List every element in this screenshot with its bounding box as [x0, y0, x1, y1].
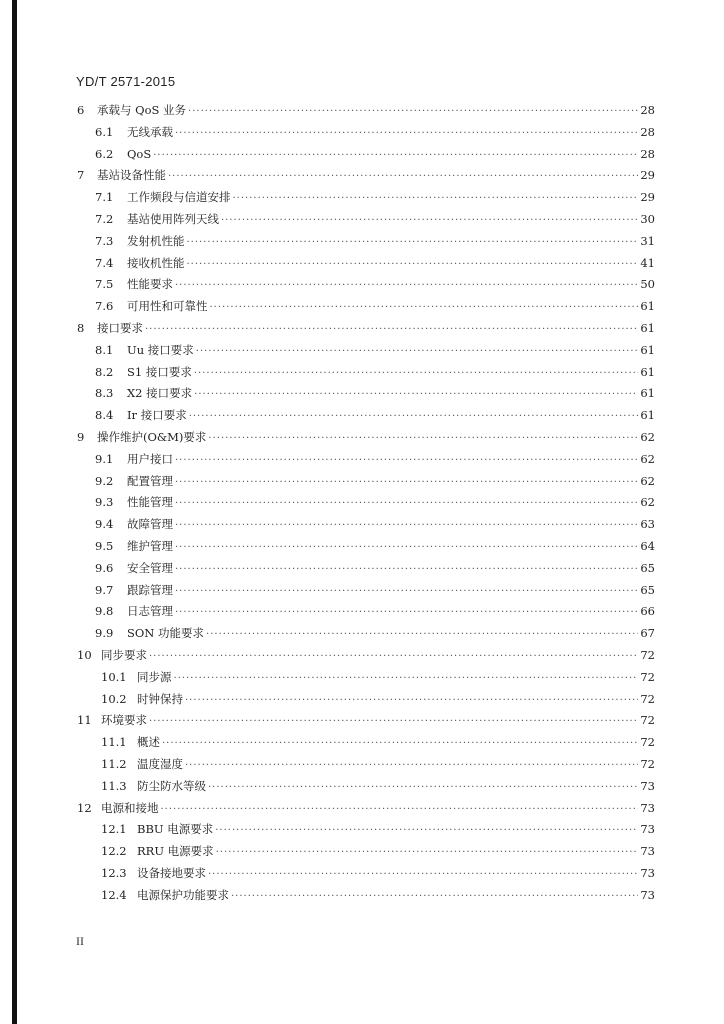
toc-leader-dots — [153, 146, 638, 166]
toc-entry-number: 7.2 — [95, 212, 114, 226]
toc-entry[interactable] — [77, 165, 655, 185]
toc-entry-number: 9 — [77, 430, 85, 444]
toc-entry-title: 电源保护功能要求 — [137, 887, 229, 902]
toc-entry[interactable] — [95, 209, 655, 229]
toc-leader-dots — [187, 233, 639, 253]
toc-entry-title: RRU 电源要求 — [137, 844, 214, 859]
toc-leader-dots — [175, 603, 638, 623]
toc-leader-dots — [221, 211, 638, 231]
toc-entry-page: 65 — [640, 560, 655, 575]
toc-entry-page: 61 — [640, 386, 655, 401]
toc-leader-dots — [168, 167, 638, 187]
toc-entry-title: 概述 — [137, 735, 160, 750]
toc-entry-title: 时钟保持 — [137, 691, 183, 706]
toc-entry-number: 7.1 — [95, 190, 114, 205]
toc-entry-title: SON 功能要求 — [127, 626, 205, 641]
toc-entry-page: 64 — [640, 539, 655, 553]
toc-entry[interactable] — [101, 667, 655, 687]
toc-entry-number: 9.6 — [95, 560, 114, 575]
toc-entry-number: 7 — [77, 168, 85, 183]
toc-entry-page: 72 — [640, 713, 655, 728]
toc-entry[interactable] — [95, 492, 655, 512]
toc-entry-page: 72 — [640, 735, 655, 750]
toc-leader-dots — [208, 865, 638, 885]
toc-entry[interactable] — [95, 340, 655, 360]
toc-leader-dots — [188, 102, 638, 122]
toc-entry-title: 可用性和可靠性 — [127, 299, 208, 314]
toc-entry-number: 12.2 — [101, 844, 127, 859]
toc-entry-number: 8.1 — [95, 342, 114, 357]
toc-entry-page: 73 — [640, 887, 655, 902]
toc-entry-page: 72 — [640, 757, 655, 771]
toc-entry-number: 12.4 — [101, 887, 127, 902]
toc-entry-title: Uu 接口要求 — [127, 342, 194, 357]
toc-entry[interactable] — [101, 732, 655, 752]
toc-entry-page: 31 — [640, 233, 655, 248]
toc-entry[interactable] — [77, 710, 655, 730]
toc-leader-dots — [175, 582, 638, 602]
toc-entry-number: 8.2 — [95, 364, 114, 379]
toc-entry-number: 12.3 — [101, 866, 127, 880]
toc-leader-dots — [185, 691, 638, 711]
toc-entry-page: 28 — [640, 124, 655, 139]
toc-entry-title: 基站使用阵列天线 — [127, 212, 219, 226]
toc-entry-page: 72 — [640, 691, 655, 706]
toc-entry-number: 6.2 — [95, 146, 114, 161]
toc-leader-dots — [175, 124, 638, 144]
toc-leader-dots — [149, 712, 638, 732]
toc-entry[interactable] — [101, 754, 655, 774]
toc-entry-page: 62 — [640, 430, 655, 444]
toc-leader-dots — [162, 734, 638, 754]
toc-leader-dots — [206, 625, 638, 645]
toc-entry-number: 9.3 — [95, 495, 114, 510]
toc-entry-title: 基站设备性能 — [97, 168, 166, 183]
toc-entry[interactable] — [95, 383, 655, 403]
toc-entry-page: 62 — [640, 473, 655, 488]
toc-entry-page: 62 — [640, 451, 655, 466]
toc-leader-dots — [194, 385, 638, 405]
toc-entry-number: 6 — [77, 103, 85, 117]
toc-entry-number: 8.4 — [95, 408, 114, 423]
toc-entry-title: 设备接地要求 — [137, 866, 206, 880]
toc-entry[interactable] — [77, 100, 655, 120]
toc-entry-title: 配置管理 — [127, 473, 173, 488]
toc-entry[interactable] — [95, 558, 655, 578]
toc-leader-dots — [208, 429, 638, 449]
toc-entry-title: 防尘防水等级 — [137, 778, 206, 793]
toc-entry[interactable] — [101, 841, 655, 861]
toc-entry-title: 维护管理 — [127, 539, 173, 553]
toc-entry[interactable] — [95, 471, 655, 491]
toc-entry-title: 用户接口 — [127, 451, 173, 466]
toc-entry-page: 41 — [640, 255, 655, 270]
toc-entry[interactable] — [95, 362, 655, 382]
toc-leader-dots — [161, 800, 639, 820]
toc-entry-page: 50 — [640, 277, 655, 292]
toc-leader-dots — [187, 255, 639, 275]
toc-entry[interactable] — [101, 819, 655, 839]
toc-entry-title: 承载与 QoS 业务 — [97, 103, 187, 117]
toc-entry-number: 7.5 — [95, 277, 114, 292]
toc-leader-dots — [231, 887, 638, 907]
toc-entry-title: BBU 电源要求 — [137, 822, 214, 837]
toc-entry-page: 63 — [640, 517, 655, 532]
toc-entry-number: 9.9 — [95, 626, 114, 641]
toc-entry-title: 发射机性能 — [127, 233, 185, 248]
toc-entry-page: 72 — [640, 669, 655, 684]
toc-leader-dots — [175, 276, 638, 296]
toc-entry-number: 9.5 — [95, 539, 114, 553]
toc-entry-number: 9.1 — [95, 451, 114, 466]
toc-entry-number: 7.6 — [95, 299, 114, 314]
toc-entry-title: 环境要求 — [101, 713, 147, 728]
toc-entry[interactable] — [95, 601, 655, 621]
toc-entry-title: 接口要求 — [97, 321, 143, 335]
toc-entry-title: 接收机性能 — [127, 255, 185, 270]
toc-entry-title: X2 接口要求 — [127, 386, 193, 401]
toc-leader-dots — [174, 669, 639, 689]
toc-entry[interactable] — [95, 449, 655, 469]
toc-leader-dots — [175, 516, 638, 536]
toc-entry-title: S1 接口要求 — [127, 364, 192, 379]
toc-leader-dots — [210, 298, 639, 318]
toc-entry[interactable] — [95, 253, 655, 273]
toc-entry[interactable] — [101, 885, 655, 905]
toc-entry-page: 73 — [640, 778, 655, 793]
page-number-footer: II — [76, 934, 84, 948]
toc-entry-title: 同步要求 — [101, 648, 147, 662]
toc-entry-page: 73 — [640, 822, 655, 837]
toc-entry-page: 61 — [640, 321, 655, 335]
toc-leader-dots — [194, 364, 639, 384]
toc-leader-dots — [175, 538, 638, 558]
toc-entry-title: 工作频段与信道安排 — [127, 190, 231, 205]
toc-entry-page: 72 — [640, 648, 655, 662]
toc-entry-title: 安全管理 — [127, 560, 173, 575]
toc-entry-title: 温度湿度 — [137, 757, 183, 771]
toc-entry[interactable] — [95, 187, 655, 207]
toc-entry-title: 性能要求 — [127, 277, 173, 292]
toc-leader-dots — [196, 342, 639, 362]
toc-entry-number: 10 — [77, 648, 92, 662]
toc-entry[interactable] — [95, 405, 655, 425]
toc-entry-title: 性能管理 — [127, 495, 173, 510]
toc-leader-dots — [216, 843, 639, 863]
toc-leader-dots — [175, 451, 638, 471]
page-binding-edge — [12, 0, 17, 1024]
toc-entry-page: 62 — [640, 495, 655, 510]
toc-entry-number: 8.3 — [95, 386, 114, 401]
toc-entry-page: 61 — [640, 299, 655, 314]
toc-entry-number: 9.7 — [95, 582, 114, 597]
toc-entry-title: Ir 接口要求 — [127, 408, 187, 423]
toc-entry-number: 7.3 — [95, 233, 114, 248]
toc-entry-number: 11.2 — [101, 757, 127, 771]
toc-entry[interactable] — [95, 231, 655, 251]
toc-entry-page: 67 — [640, 626, 655, 641]
toc-entry-number: 9.8 — [95, 604, 114, 619]
toc-entry-number: 6.1 — [95, 124, 114, 139]
toc-entry[interactable] — [95, 274, 655, 294]
toc-entry[interactable] — [77, 427, 655, 447]
toc-entry[interactable] — [77, 798, 655, 818]
toc-leader-dots — [233, 189, 639, 209]
toc-entry-number: 10.1 — [101, 669, 127, 684]
toc-entry-number: 11.1 — [101, 735, 127, 750]
toc-entry-page: 28 — [640, 103, 655, 117]
toc-entry-page: 61 — [640, 408, 655, 423]
toc-entry-number: 8 — [77, 321, 85, 335]
toc-leader-dots — [149, 647, 638, 667]
toc-entry-page: 61 — [640, 364, 655, 379]
toc-entry[interactable] — [95, 296, 655, 316]
toc-entry-title: QoS — [127, 146, 152, 161]
toc-entry-page: 28 — [640, 146, 655, 161]
toc-entry[interactable] — [101, 863, 655, 883]
toc-entry-page: 30 — [640, 212, 655, 226]
toc-entry[interactable] — [95, 144, 655, 164]
toc-leader-dots — [175, 494, 638, 514]
toc-entry-page: 73 — [640, 844, 655, 859]
toc-entry[interactable] — [95, 623, 655, 643]
toc-entry-page: 66 — [640, 604, 655, 619]
toc-leader-dots — [175, 560, 638, 580]
toc-entry[interactable] — [95, 580, 655, 600]
toc-entry-title: 电源和接地 — [101, 800, 159, 815]
toc-entry[interactable] — [101, 776, 655, 796]
toc-leader-dots — [208, 778, 638, 798]
toc-entry-page: 65 — [640, 582, 655, 597]
toc-entry-number: 11 — [77, 713, 92, 728]
document-header: YD/T 2571-2015 — [76, 74, 176, 89]
toc-entry-title: 同步源 — [137, 669, 172, 684]
toc-entry-title: 跟踪管理 — [127, 582, 173, 597]
toc-entry-page: 29 — [640, 168, 655, 183]
toc-entry-title: 无线承载 — [127, 124, 173, 139]
toc-entry[interactable] — [95, 514, 655, 534]
toc-entry-number: 9.4 — [95, 517, 114, 532]
toc-entry[interactable] — [77, 645, 655, 665]
toc-entry[interactable] — [77, 318, 655, 338]
toc-entry-number: 9.2 — [95, 473, 114, 488]
toc-entry-title: 操作维护(O&M)要求 — [97, 430, 207, 444]
toc-entry-number: 11.3 — [101, 778, 127, 793]
toc-entry[interactable] — [95, 536, 655, 556]
toc-entry-number: 12 — [77, 800, 92, 815]
toc-entry-page: 29 — [640, 190, 655, 205]
toc-leader-dots — [175, 473, 638, 493]
toc-leader-dots — [145, 320, 638, 340]
toc-entry-number: 12.1 — [101, 822, 127, 837]
toc-entry-title: 日志管理 — [127, 604, 173, 619]
toc-entry-page: 61 — [640, 342, 655, 357]
toc-leader-dots — [189, 407, 639, 427]
toc-entry-number: 7.4 — [95, 255, 114, 270]
toc-entry[interactable] — [95, 122, 655, 142]
toc-entry-page: 73 — [640, 800, 655, 815]
toc-entry[interactable] — [101, 689, 655, 709]
toc-entry-page: 73 — [640, 866, 655, 880]
toc-leader-dots — [215, 821, 638, 841]
toc-entry-number: 10.2 — [101, 691, 127, 706]
toc-leader-dots — [185, 756, 638, 776]
toc-entry-title: 故障管理 — [127, 517, 173, 532]
